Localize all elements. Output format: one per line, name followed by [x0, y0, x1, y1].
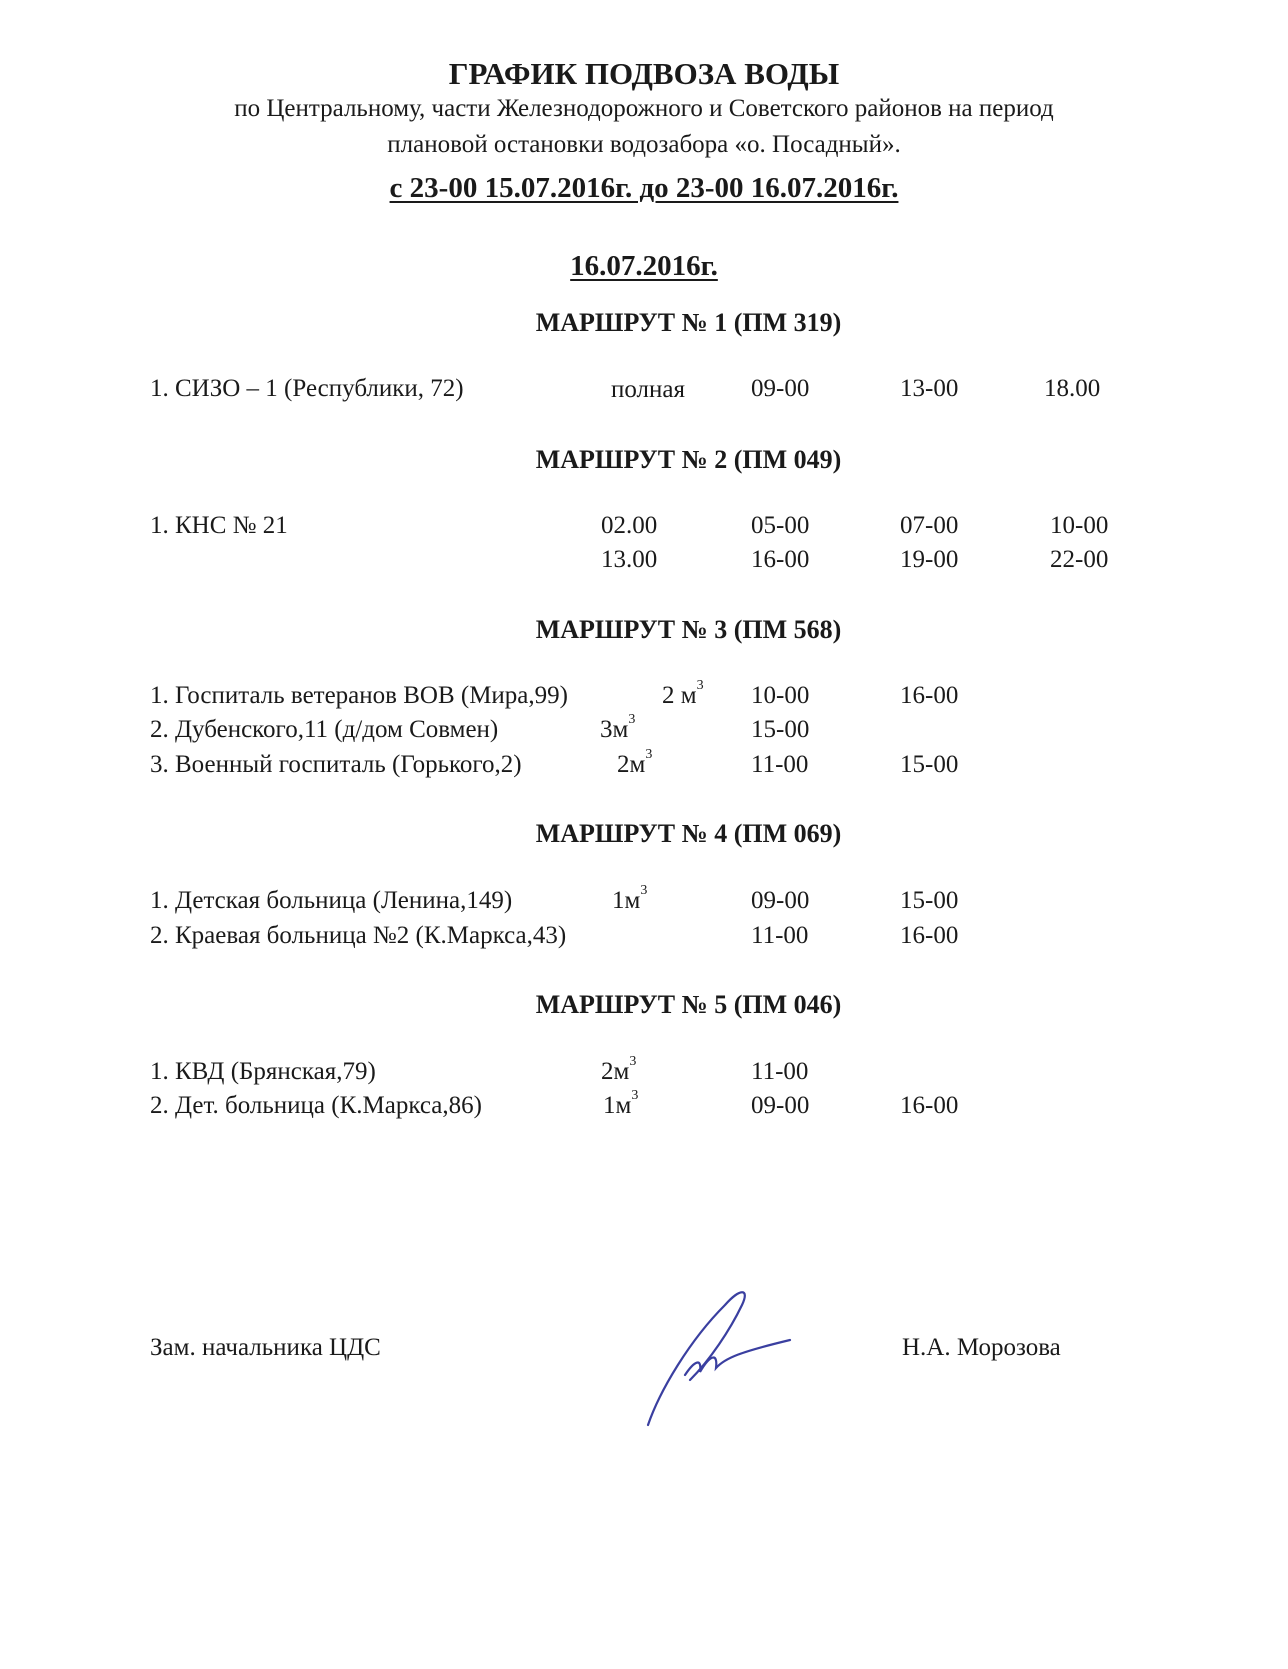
schedule-date: 16.07.2016г. [570, 250, 718, 282]
route-5-row-2-name: 2. Дет. больница (К.Маркса,86) [150, 1092, 482, 1119]
route-1-row-1-time-3: 18.00 [1044, 375, 1101, 402]
route-5-row-1-volume: $2м^3$ [601, 1054, 637, 1085]
route-4-row-1-time-2: 15-00 [900, 887, 959, 914]
subtitle-line-1: по Центральному, части Железнодорожного и Советского районов на период [234, 95, 1054, 122]
route-5-title: МАРШРУТ № 5 (ПМ 046) [535, 990, 842, 1019]
route-2-row-1-time-4: 10-00 [1050, 512, 1109, 539]
signatory-position: Зам. начальника ЦДС [150, 1334, 381, 1361]
route-3-row-3-time-2: 15-00 [900, 751, 959, 778]
route-3-row-1-time-2: 16-00 [900, 682, 959, 709]
route-1-title: МАРШРУТ № 1 (ПМ 319) [535, 308, 842, 337]
route-2-row-1-time-1: 02.00 [601, 512, 658, 539]
route-2-row-1-name: 1. КНС № 21 [150, 512, 288, 539]
signature-stroke [648, 1292, 790, 1425]
signature [630, 1280, 820, 1430]
document-title: ГРАФИК ПОДВОЗА ВОДЫ [448, 56, 840, 91]
route-4-row-1-name: 1. Детская больница (Ленина,149) [150, 887, 513, 914]
route-5-row-1-time-1: 11-00 [751, 1058, 809, 1085]
route-4-title: МАРШРУТ № 4 (ПМ 069) [535, 819, 842, 848]
route-2-row-2-time-1: 13.00 [601, 546, 658, 573]
route-3-row-3-volume: $2м^3$ [617, 747, 653, 778]
route-2-row-2-time-3: 19-00 [900, 546, 959, 573]
route-4-row-1-volume: $1м^3$ [612, 883, 648, 914]
route-4-row-2-name: 2. Краевая больница №2 (К.Маркса,43) [150, 922, 567, 949]
route-2-row-2-time-4: 22-00 [1050, 546, 1109, 573]
route-3-row-1-volume: 2 $м^3$ [662, 678, 704, 709]
route-2-title: МАРШРУТ № 2 (ПМ 049) [535, 445, 842, 474]
route-4-row-2-time-2: 16-00 [900, 922, 959, 949]
route-3-row-2-volume: $3м^3$ [600, 712, 636, 743]
route-5-row-1-name: 1. КВД (Брянская,79) [150, 1058, 376, 1085]
route-4-row-1-time-1: 09-00 [751, 887, 810, 914]
signatory-name: Н.А. Морозова [902, 1334, 1061, 1361]
route-2-row-1-time-2: 05-00 [751, 512, 810, 539]
route-3-row-3-time-1: 11-00 [751, 751, 809, 778]
route-3-row-1-time-1: 10-00 [751, 682, 810, 709]
route-2-row-2-time-2: 16-00 [751, 546, 810, 573]
route-4-row-2-time-1: 11-00 [751, 922, 809, 949]
route-1-row-1-name: 1. СИЗО – 1 (Республики, 72) [150, 375, 464, 402]
route-1-row-1-time-2: 13-00 [900, 375, 959, 402]
route-1-row-1-time-1: 09-00 [751, 375, 810, 402]
route-3-title: МАРШРУТ № 3 (ПМ 568) [535, 615, 842, 644]
route-3-row-2-time-1: 15-00 [751, 716, 810, 743]
route-5-row-2-time-2: 16-00 [900, 1092, 959, 1119]
route-3-row-2-name: 2. Дубенского,11 (д/дом Совмен) [150, 716, 499, 743]
route-3-row-3-name: 3. Военный госпиталь (Горького,2) [150, 751, 522, 778]
route-3-row-1-name: 1. Госпиталь ветеранов ВОВ (Мира,99) [150, 682, 568, 709]
route-5-row-2-time-1: 09-00 [751, 1092, 810, 1119]
route-2-row-1-time-3: 07-00 [900, 512, 959, 539]
period: с 23-00 15.07.2016г. до 23-00 16.07.2016г. [389, 172, 899, 204]
subtitle-line-2: плановой остановки водозабора «о. Посадный». [387, 131, 901, 158]
route-5-row-2-volume: $1м^3$ [603, 1088, 639, 1119]
route-1-row-1-volume: полная [611, 376, 685, 403]
